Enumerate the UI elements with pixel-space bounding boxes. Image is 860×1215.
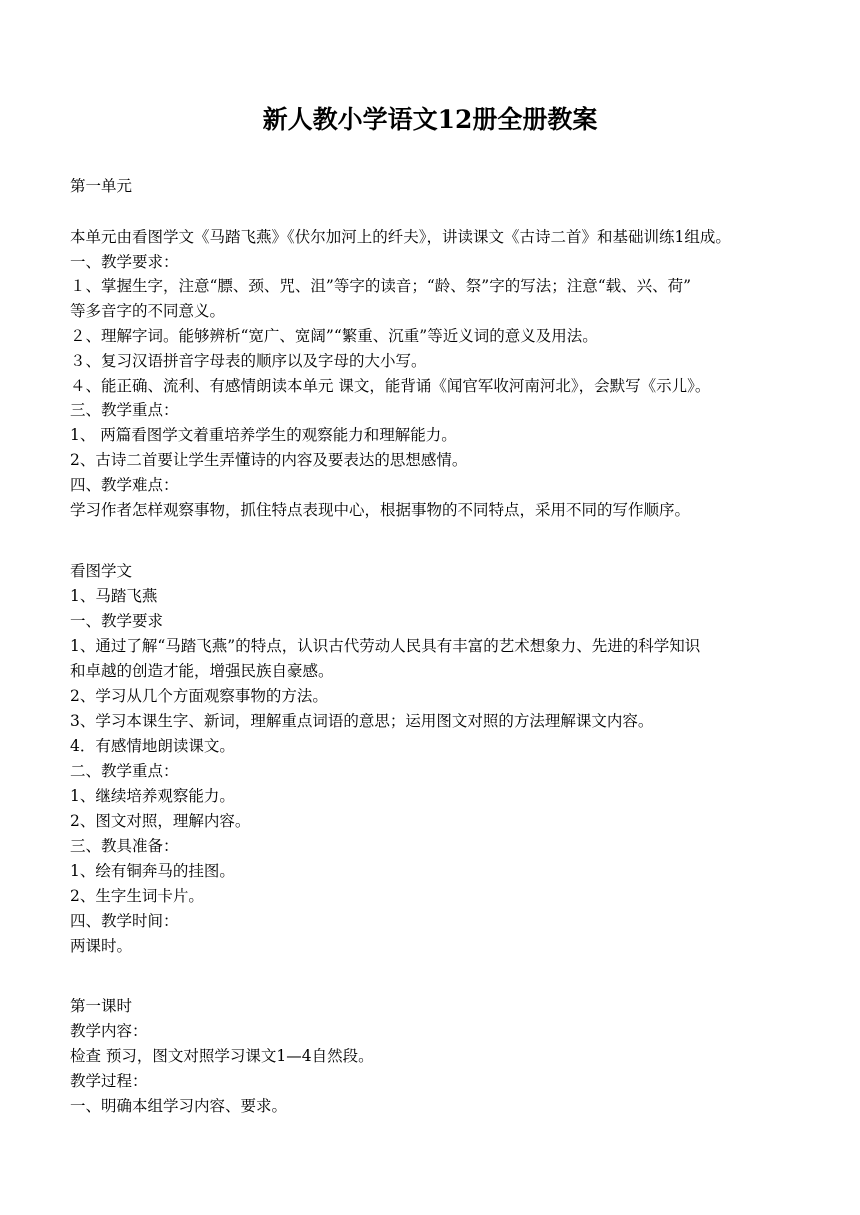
text-line: 第一课时 [70, 997, 133, 1015]
text-line: 一、明确本组学习内容、要求。 [70, 1097, 288, 1115]
document-title: 新人教小学语文12册全册教案 [262, 105, 598, 134]
text-line: ４、能正确、流利、有感情朗读本单元 课文，能背诵《闻官军收河南河北》，会默写《示儿》。 [70, 377, 711, 395]
text-line: １、掌握生字，注意“膘、颈、咒、沮”等字的读音；“龄、祭”字的写法；注意“载、兴、荷” [70, 277, 692, 295]
text-line: 1、马踏飞燕 [70, 587, 158, 605]
text-line: 学习作者怎样观察事物，抓住特点表现中心，根据事物的不同特点，采用不同的写作顺序。 [70, 501, 691, 519]
text-line: ２、理解字词。能够辨析“宽广、宽阔”“繁重、沉重”等近义词的意义及用法。 [70, 327, 598, 345]
text-line: ３、复习汉语拼音字母表的顺序以及字母的大小写。 [70, 352, 427, 370]
text-line: 一、教学要求 [70, 612, 164, 630]
text-line: 3、学习本课生字、新词，理解重点词语的意思；运用图文对照的方法理解课文内容。 [70, 712, 654, 730]
text-line: 看图学文 [70, 562, 133, 580]
text-line: 检查 预习，图文对照学习课文1—4自然段。 [70, 1047, 374, 1065]
text-line: 二、教学重点： [70, 762, 179, 780]
text-line: 和卓越的创造才能，增强民族自豪感。 [70, 662, 334, 680]
text-line: 2、图文对照，理解内容。 [70, 812, 251, 830]
text-line: 1、 两篇看图学文着重培养学生的观察能力和理解能力。 [70, 426, 457, 444]
text-line: 2、生字生词卡片。 [70, 887, 204, 905]
text-line: 教学过程： [70, 1072, 148, 1090]
text-line: 4．有感情地朗读课文。 [70, 737, 235, 755]
text-line: 一、教学要求： [70, 253, 179, 271]
text-line: 四、教学难点： [70, 476, 179, 494]
text-line: 2、学习从几个方面观察事物的方法。 [70, 687, 328, 705]
text-line: 1、继续培养观察能力。 [70, 787, 235, 805]
text-line: 等多音字的不同意义。 [70, 302, 226, 320]
text-line: 第一单元 [70, 177, 133, 195]
text-line: 三、教具准备： [70, 837, 179, 855]
text-line: 四、教学时间： [70, 912, 179, 930]
text-line: 1、绘有铜奔马的挂图。 [70, 862, 235, 880]
text-line: 2、古诗二首要让学生弄懂诗的内容及要表达的思想感情。 [70, 451, 468, 469]
text-line: 本单元由看图学文《马踏飞燕》《伏尔加河上的纤夫》，讲读课文《古诗二首》和基础训练1组成。 [70, 228, 731, 246]
text-line: 两课时。 [70, 937, 133, 955]
text-line: 教学内容： [70, 1022, 148, 1040]
text-line: 1、通过了解“马踏飞燕”的特点，认识古代劳动人民具有丰富的艺术想象力、先进的科学知识 [70, 637, 701, 655]
text-line: 三、教学重点： [70, 401, 179, 419]
